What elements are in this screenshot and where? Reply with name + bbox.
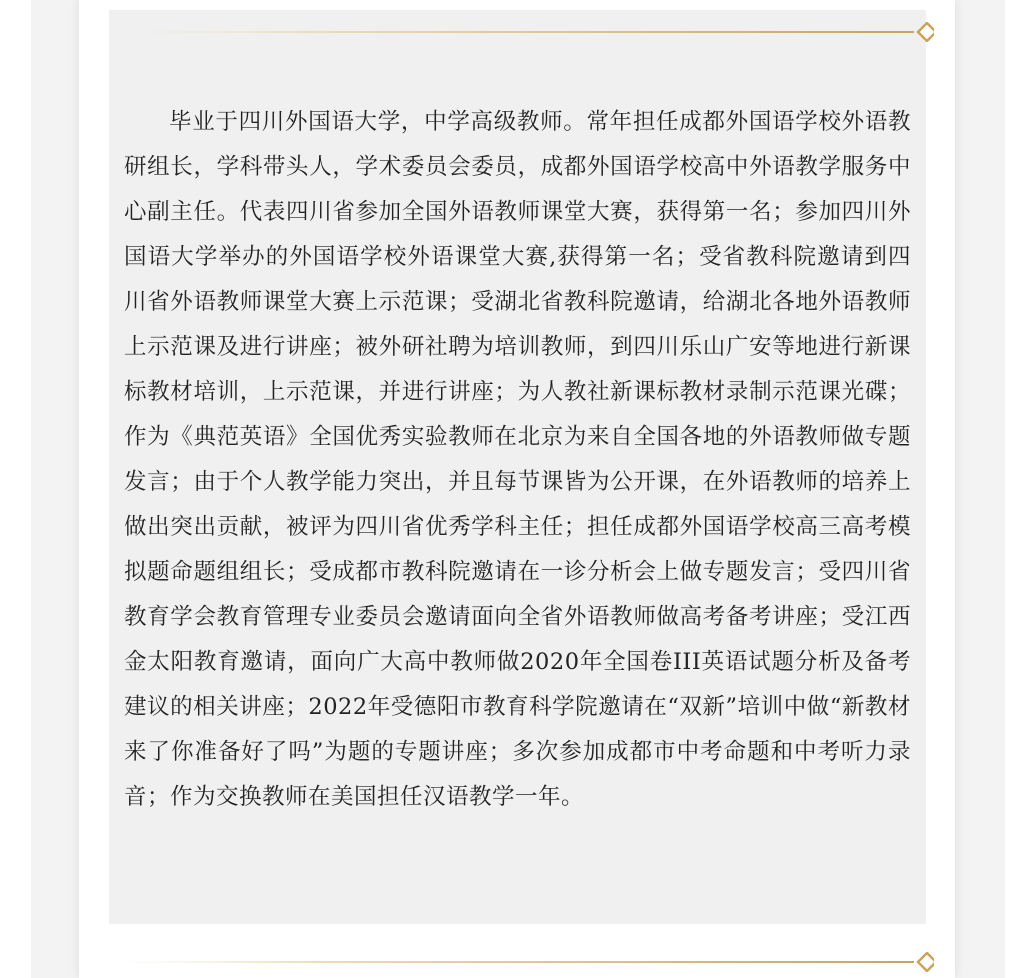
gold-diamond-icon [918,23,934,41]
gold-divider-bottom [109,952,934,972]
bio-paragraph: 毕业于四川外国语大学，中学高级教师。常年担任成都外国语学校外语教研组长，学科带头人，学术委员会委员，成都外国语学校高中外语教学服务中心副主任。代表四川省参加全国外语教师课堂大赛，获得第一名；参加四川外国语大学举办的外国语学校外语课堂大赛,获得第一名；受省教科院邀请到四川省外语教师课堂大赛上示范课；受湖北省教科院邀请，给湖北各地外语教师上示范课及进行讲座；被外研社聘为培训教师，到四川乐山广安等地进行新课标教材培训，上示范课，并进行讲座；为人教社新课标教材录制示范课光碟；作为《典范英语》全国优秀实验教师在北京为来自全国各地的外语教师做专题发言；由于个人教学能力突出，并且每节课皆为公开课，在外语教师的培养上做出突出贡献，被评为四川省优秀学科主任；担任成都外国语学校高三高考模拟题命题组组长；受成都市教科院邀请在一诊分析会上做专题发言；受四川省教育学会教育管理专业委员会邀请面向全省外语教师做高考备考讲座；受江西金太阳教育邀请，面向广大高中教师做2020年全国卷III英语试题分析及备考建议的相关讲座；2022年受德阳市教育科学院邀请在“双新”培训中做“新教材来了你准备好了吗”为题的专题讲座；多次参加成都市中考命题和中考听力录音；作为交换教师在美国担任汉语教学一年。 [124,109,911,810]
gold-diamond-icon [918,953,934,971]
divider-line [119,31,914,33]
divider-line [119,961,914,963]
gold-divider-top [109,22,934,42]
